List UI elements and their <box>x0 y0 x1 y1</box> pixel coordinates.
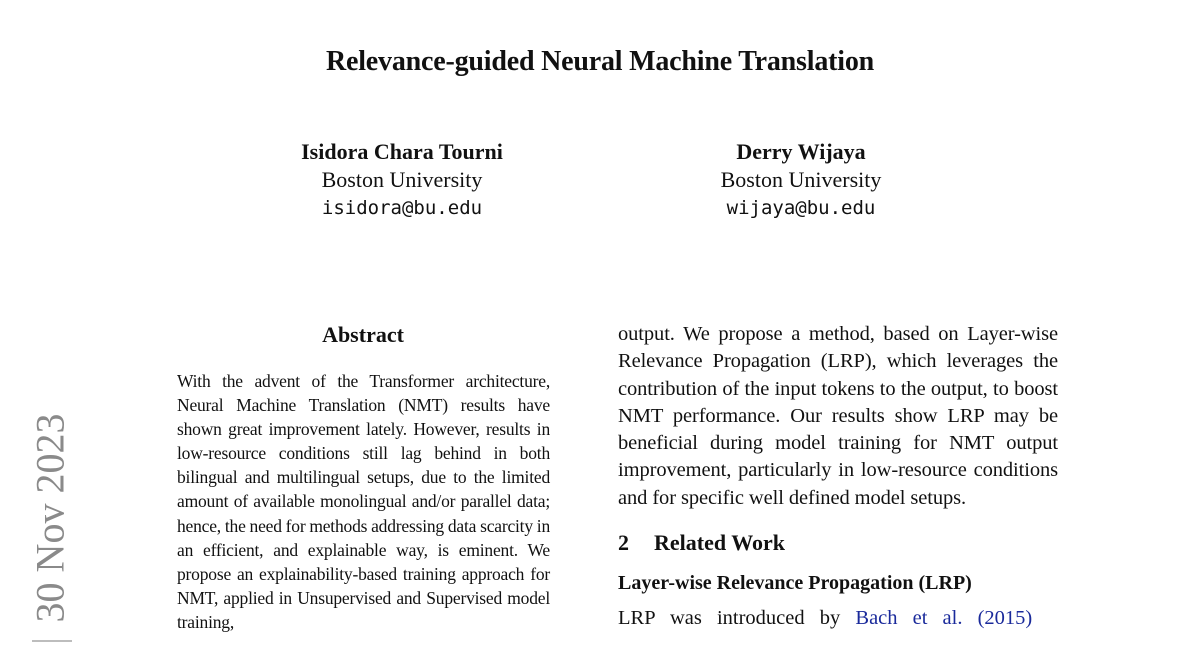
citation-link[interactable]: Bach et al. (2015) <box>855 607 1033 630</box>
subsection-heading-lrp: Layer-wise Relevance Propagation (LRP) <box>618 572 972 595</box>
introduction-continuation: output. We propose a method, based on Layer-wise Relevance Propagation (LRP), which leverages the contribution of the input tokens to the output, to boost NMT performance. Our results show LRP may be beneficial during model training for NMT output improvement, particularly in low-resource conditions and for specific well defined model setups. <box>618 323 1058 509</box>
author-email[interactable]: isidora@bu.edu <box>321 197 483 219</box>
author-affiliation: Boston University <box>321 167 483 192</box>
arxiv-date-stamp: 30 Nov 2023 <box>27 413 73 623</box>
abstract-heading: Abstract <box>322 322 404 347</box>
section-heading-related-work <box>618 530 1058 556</box>
right-column <box>618 321 1058 632</box>
author-name: Derry Wijaya <box>736 139 866 164</box>
author-name: Isidora Chara Tourni <box>301 139 503 164</box>
author-block-1 <box>222 138 582 222</box>
paper-title: Relevance-guided Neural Machine Translation <box>325 46 874 77</box>
author-email[interactable]: wijaya@bu.edu <box>726 197 876 219</box>
cut-off-paragraph-line <box>618 605 1058 632</box>
author-block-2 <box>621 138 981 222</box>
section-title: Related Work <box>654 530 785 556</box>
cut-line-text: LRP was introduced by <box>618 607 841 630</box>
abstract-body: With the advent of the Transformer architecture, Neural Machine Translation (NMT) results have shown great improvement lately. However, results in low-resource conditions still lag behind in both bilingual and multilingual setups, due to the limited amount of available monolingual and/or parallel data; hence, the need for methods addressing data scarcity in an efficient, and explainable way, is eminent. We propose an explainability-based training approach for NMT, applied in Unsupervised and Supervised model training, <box>177 371 550 632</box>
section-number: 2 <box>618 530 629 556</box>
margin-mark <box>32 640 72 650</box>
author-affiliation: Boston University <box>720 167 882 192</box>
